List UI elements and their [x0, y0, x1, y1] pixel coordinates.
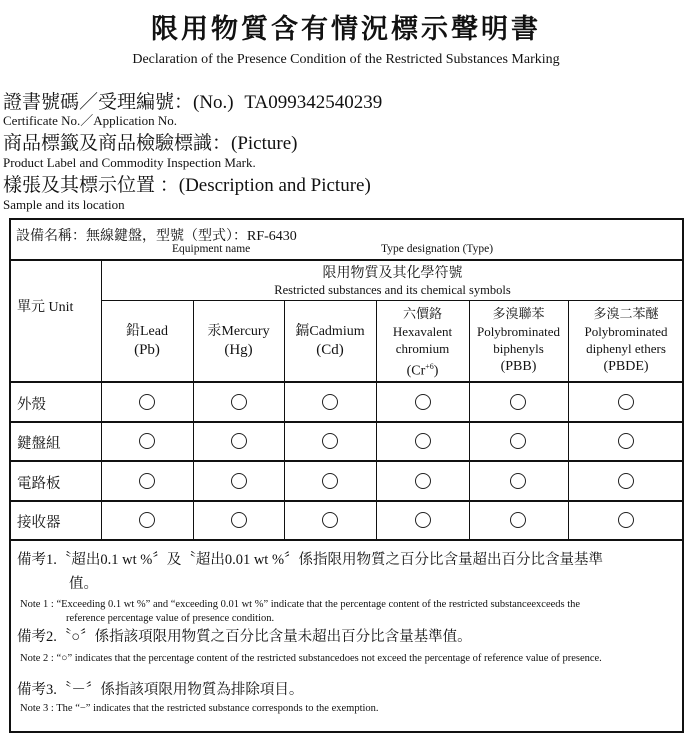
presence-mark-circle	[322, 394, 338, 410]
substance-mercury: 汞Mercury (Hg)	[207, 324, 270, 358]
presence-mark-circle	[322, 433, 338, 449]
table-divider	[9, 381, 684, 383]
note-1-english-continued: reference percentage value of presence condition.	[66, 613, 275, 624]
certificate-number: TA099342540239	[244, 92, 383, 113]
presence-mark-circle	[618, 433, 634, 449]
unit-header: 單元 Unit	[17, 300, 74, 315]
note-1-chinese-continued: 值。	[69, 576, 98, 592]
presence-mark-circle	[322, 473, 338, 489]
certificate-label: 證書號碼／受理編號：(No.)	[3, 92, 234, 113]
presence-mark-circle	[510, 512, 526, 528]
presence-mark-circle	[618, 394, 634, 410]
equipment-name-english: Equipment name	[172, 243, 251, 255]
presence-mark-circle	[139, 512, 155, 528]
presence-mark-circle	[415, 512, 431, 528]
presence-mark-circle	[139, 473, 155, 489]
type-designation-english: Type designation (Type)	[381, 243, 494, 255]
product-label-english: Product Label and Commodity Inspection Mark.	[3, 155, 256, 170]
presence-mark-circle	[231, 473, 247, 489]
unit-row-label: 外殼	[17, 397, 46, 413]
table-divider	[9, 259, 684, 261]
substance-hexavalent-chromium: 六價鉻 Hexavalent chromium $(Cr^{+6})$	[392, 306, 453, 379]
table-divider	[101, 300, 684, 301]
restricted-substances-header: 限用物質及其化學符號	[322, 266, 463, 281]
certificate-field	[3, 92, 382, 114]
unit-row-label: 接收器	[17, 515, 61, 531]
restricted-substances-header-english: Restricted substances and its chemical symbols	[274, 283, 511, 297]
sample-field: 樣張及其標示位置 ：(Description and Picture)	[3, 175, 371, 196]
substance-pbb: 多溴聯苯 Polybrominated biphenyls (PBB)	[476, 306, 561, 374]
presence-mark-circle	[231, 512, 247, 528]
presence-mark-circle	[139, 433, 155, 449]
substance-lead: 鉛Lead (Pb)	[126, 324, 168, 358]
presence-mark-circle	[415, 433, 431, 449]
note-1-english: Note 1 : “Exceeding 0.1 wt %” and “exceeding 0.01 wt %” indicate that the percentage content of the restricted substanceexceeds the	[20, 599, 581, 610]
document-title: 限用物質含有情況標示聲明書	[151, 14, 541, 44]
equipment-field: 設備名稱：無線鍵盤，型號（型式）：RF-6430	[16, 229, 297, 244]
table-divider	[9, 539, 684, 541]
table-divider	[101, 260, 102, 540]
sample-label-english: Sample and its location	[3, 197, 125, 212]
presence-mark-circle	[510, 394, 526, 410]
table-divider	[9, 460, 684, 462]
presence-mark-circle	[618, 473, 634, 489]
unit-row-label: 鍵盤組	[17, 436, 61, 452]
note-3-chinese: 備考3.〝－〞係指該項限用物質為排除項目。	[17, 682, 304, 698]
presence-mark-circle	[139, 394, 155, 410]
substance-pbde: 多溴二苯醚 Polybrominated diphenyl ethers (PBDE)	[584, 306, 668, 374]
note-2-chinese: 備考2.〝○〞係指該項限用物質之百分比含量未超出百分比含量基準值。	[17, 629, 472, 645]
product-label-field: 商品標籤及商品檢驗標識：(Picture)	[3, 133, 298, 154]
presence-mark-circle	[510, 433, 526, 449]
note-3-english: Note 3 : The “−” indicates that the restricted substance corresponds to the exemption.	[20, 703, 379, 714]
note-1-chinese: 備考1.〝超出0.1 wt %〞及〝超出0.01 wt %〞係指限用物質之百分比含量超出百分比含量基準	[17, 552, 604, 568]
presence-mark-circle	[231, 394, 247, 410]
presence-mark-circle	[415, 473, 431, 489]
presence-mark-circle	[415, 394, 431, 410]
certificate-label-english: Certificate No.／Application No.	[3, 113, 178, 128]
substance-cadmium: 鎘Cadmium (Cd)	[295, 324, 365, 358]
presence-mark-circle	[322, 512, 338, 528]
table-divider	[9, 500, 684, 502]
presence-mark-circle	[618, 512, 634, 528]
presence-mark-circle	[231, 433, 247, 449]
table-divider	[9, 421, 684, 423]
unit-row-label: 電路板	[17, 476, 61, 492]
presence-mark-circle	[510, 473, 526, 489]
document-title-english: Declaration of the Presence Condition of the Restricted Substances Marking	[132, 52, 560, 67]
note-2-english: Note 2 : “○” indicates that the percentage content of the restricted substancedoes not exceed the percentage of reference value of presence.	[20, 653, 602, 664]
